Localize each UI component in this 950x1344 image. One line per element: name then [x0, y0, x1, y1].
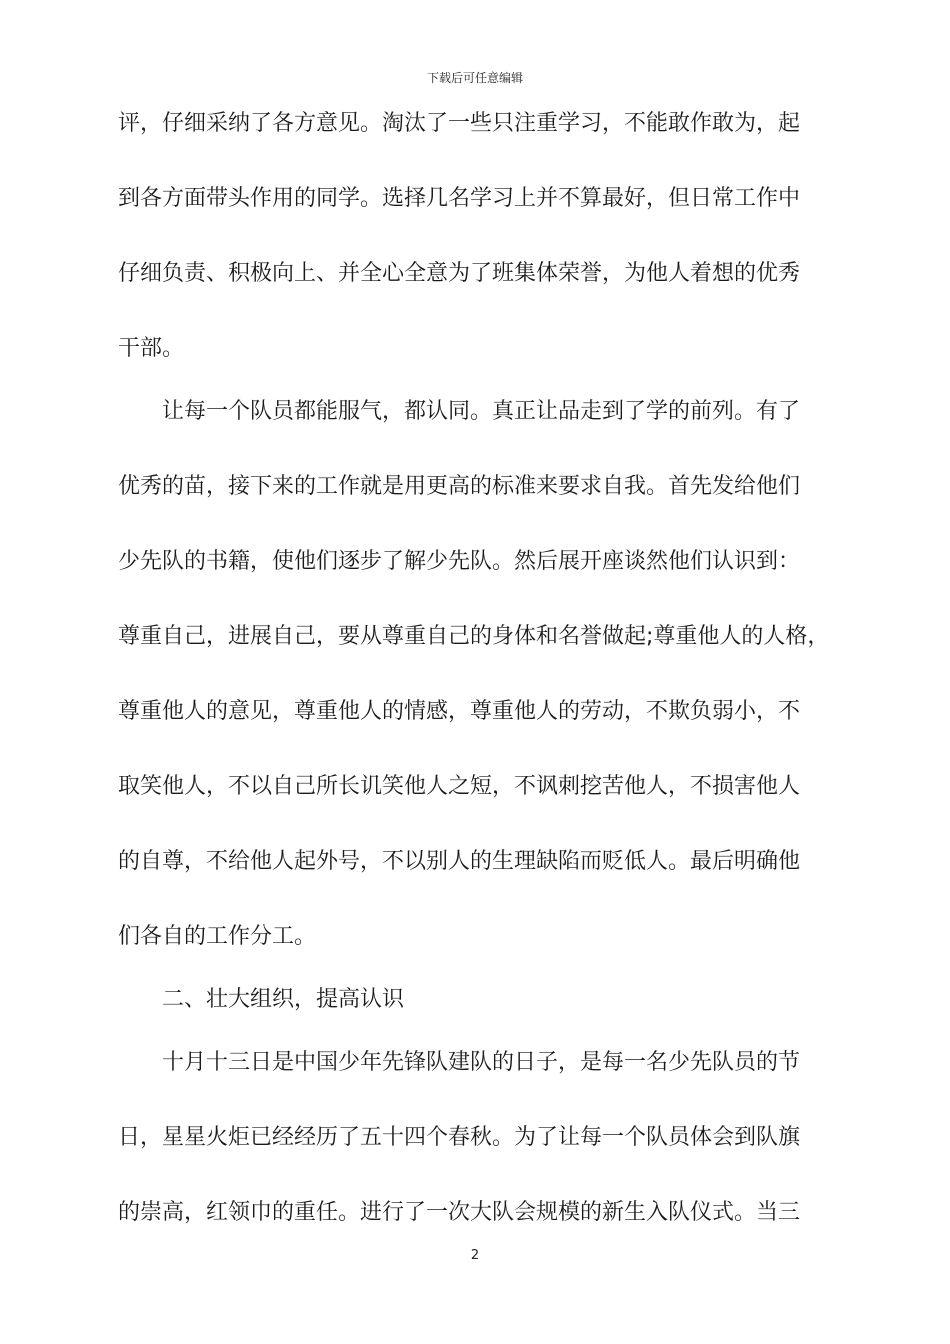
paragraph-line: 到各方面带头作用的同学。选择几名学习上并不算最好，但日常工作中 [118, 186, 801, 211]
page-number: 2 [470, 1248, 480, 1263]
section-heading: 二、壮大组织，提高认识 [162, 987, 405, 1012]
paragraph-line: 十月十三日是中国少年先锋队建队的日子，是每一名少先队员的节 [162, 1050, 801, 1075]
paragraph-line: 优秀的苗，接下来的工作就是用更高的标准来要求自我。首先发给他们 [118, 474, 801, 499]
paragraph-line: 干部。 [118, 336, 185, 361]
paragraph-line: 仔细负责、积极向上、并全心全意为了班集体荣誉，为他人着想的优秀 [118, 261, 801, 286]
paragraph-line: 取笑他人，不以自己所长讥笑他人之短，不讽刺挖苦他人，不损害他人 [118, 774, 801, 799]
page-header: 下载后可任意编辑 [426, 71, 523, 85]
paragraph-line: 的崇高，红领巾的重任。进行了一次大队会规模的新生入队仪式。当三 [118, 1200, 801, 1225]
paragraph-line: 的自尊，不给他人起外号，不以别人的生理缺陷而贬低人。最后明确他 [118, 849, 801, 874]
paragraph-line: 们各自的工作分工。 [118, 924, 317, 949]
paragraph-line: 少先队的书籍，使他们逐步了解少先队。然后展开座谈然他们认识到： [118, 549, 801, 574]
paragraph-line: 日，星星火炬已经经历了五十四个春秋。为了让每一个队员体会到队旗 [118, 1125, 801, 1150]
paragraph-line: 尊重自己，进展自己，要从尊重自己的身体和名誉做起;尊重他人的人格， [118, 624, 830, 649]
paragraph-line: 尊重他人的意见，尊重他人的情感，尊重他人的劳动，不欺负弱小，不 [118, 699, 801, 724]
paragraph-line: 评，仔细采纳了各方意见。淘汰了一些只注重学习，不能敢作敢为，起 [118, 111, 801, 136]
paragraph-line: 让每一个队员都能服气，都认同。真正让品走到了学的前列。有了 [162, 399, 801, 424]
